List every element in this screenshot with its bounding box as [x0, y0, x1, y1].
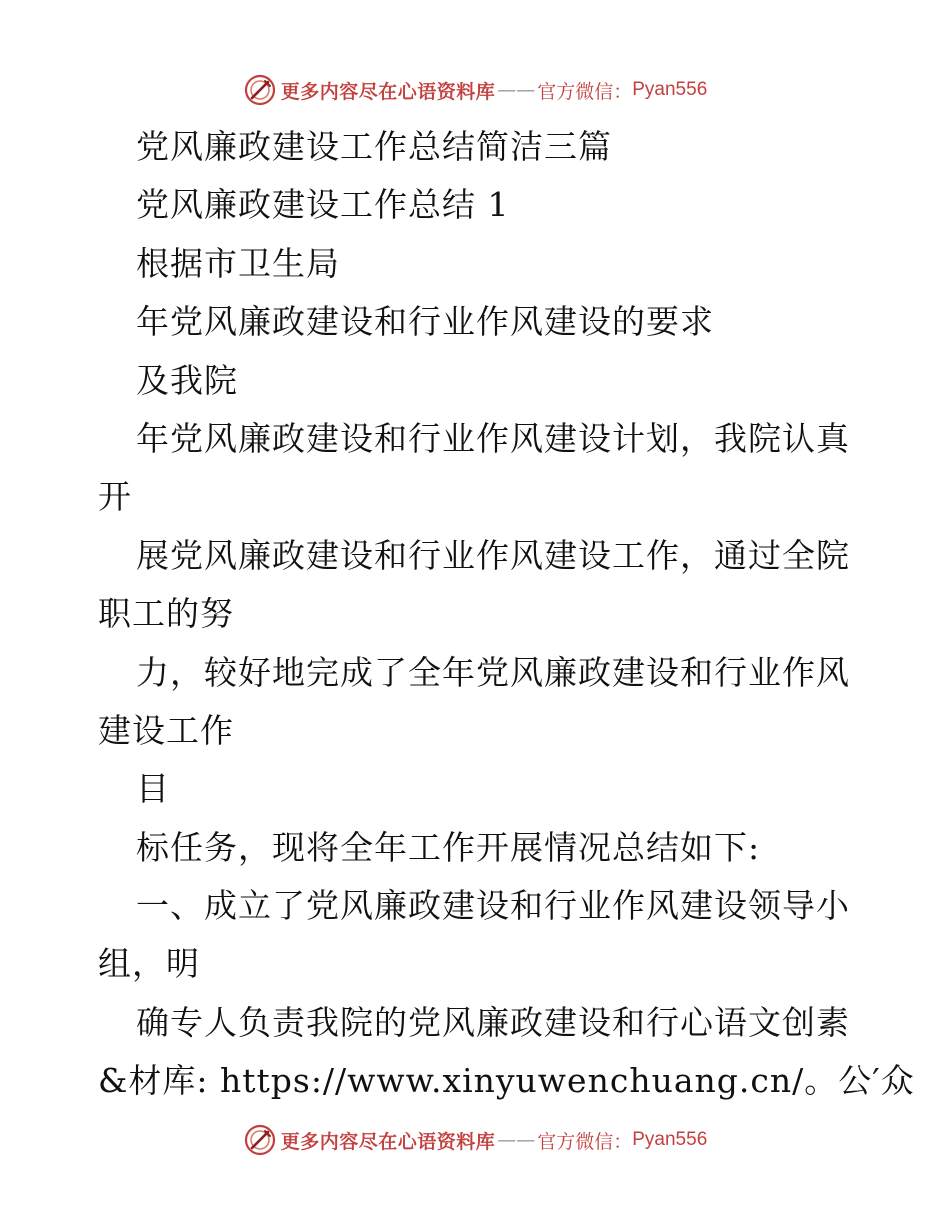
doc-line: 党风廉政建设工作总结简洁三篇: [136, 127, 612, 166]
doc-line: 确专人负责我院的党风廉政建设和行心语文创素: [136, 1002, 850, 1042]
brand-logo-icon: [243, 73, 277, 107]
doc-line: &材库: https://www.xinyuwenchuang.cn/。公′众: [98, 1061, 915, 1101]
doc-line: 力，较好地完成了全年党风廉政建设和行业作风: [136, 652, 850, 692]
banner-separator: ——: [497, 79, 536, 101]
banner-wechat-label: 官方微信：: [537, 1130, 633, 1153]
banner-separator: ——: [497, 1129, 536, 1151]
banner-main-text: 更多内容尽在心语资料库: [280, 1130, 496, 1153]
banner-wechat-id: Pyan556: [632, 1129, 708, 1150]
doc-line: 组，明: [98, 944, 200, 984]
doc-line: 年党风廉政建设和行业作风建设的要求: [136, 302, 714, 342]
doc-line: 及我院: [136, 360, 238, 400]
header-banner: [0, 70, 950, 110]
doc-line: 党风廉政建设工作总结 1: [136, 185, 510, 225]
doc-line: 展党风廉政建设和行业作风建设工作，通过全院: [136, 535, 850, 575]
brand-logo-icon: [243, 1123, 277, 1157]
footer-banner: [0, 1120, 950, 1160]
doc-line: 建设工作: [98, 710, 234, 750]
banner-wechat-id: Pyan556: [632, 79, 708, 100]
doc-line: 职工的努: [98, 594, 234, 634]
document-body: [98, 118, 915, 1111]
doc-line: 开: [98, 477, 132, 517]
banner-main-text: 更多内容尽在心语资料库: [280, 80, 496, 103]
doc-line: 一、成立了党风廉政建设和行业作风建设领导小: [136, 886, 850, 926]
doc-line: 目: [136, 769, 170, 809]
doc-line: 标任务，现将全年工作开展情况总结如下:: [136, 827, 761, 867]
doc-line: 根据市卫生局: [136, 243, 340, 283]
banner-wechat-label: 官方微信：: [537, 80, 633, 103]
doc-line: 年党风廉政建设和行业作风建设计划，我院认真: [136, 418, 850, 458]
